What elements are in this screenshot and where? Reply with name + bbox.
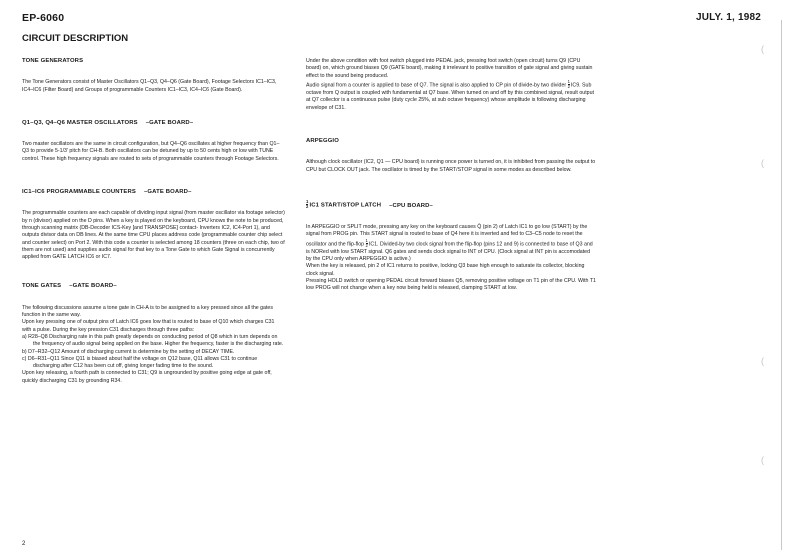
scan-mark: (: [761, 455, 764, 465]
model-number: EP-6060: [22, 12, 65, 24]
paragraph: Although clock oscillator (IC2, Q1 — CPU board) is running once power is turned on, it is inhibited from passing the output to CPU but CLOCK OUT jack. The oscillator is timed by the START/STOP signal in some modes as described below.: [306, 159, 596, 173]
paragraph: The following discussions assume a tone gate in CH-A is to be assigned to a key pressed since all the gates function in the same way.: [22, 304, 273, 319]
section-heading: Q1–Q3, Q4–Q6 MASTER OSCILLATORS –GATE BOARD–: [22, 119, 194, 126]
scan-mark: (: [761, 44, 764, 54]
paragraph: In ARPEGGIO or SPLIT mode, pressing any key on the keyboard causes Q̄ (pin 2) of Latch IC1 to go low (START) by the signal from PROG pin. This START signal is routed to base of Q4 here it is inverted and fed to C3–C5 node to reset the oscillator and the flip-flop $\frac{1}{2}$ IC1. Divided-by two clock signal from the flip-flop (pins 12 and 9) is connected to base of Q3 and is NORed with low START signal. Q6 gates and sends clock signal to INT of CPU. (Clock signal at INT pin is accomodated by the CPU only when ARPEGGIO is active.): [306, 224, 593, 263]
one-half-fraction: $\frac{1}{2}$: [306, 198, 309, 210]
one-half-fraction: $\frac{1}{2}$: [365, 237, 368, 249]
left-column: [22, 58, 285, 403]
paragraph: Audio signal from a counter is applied to base of Q7. The signal is also applied to CP pin of divide-by two divider $\frac{1}{2}$ IC9. Sub octave from Q output is coupled with fundamental at Q7 base. When turned on and off by this combined signal, result output at Q7 collector is a continuous pulse (duty cycle 25%, at sub octave frequency) whose amplitude is following discharging envelope of C31.: [306, 78, 594, 111]
list-item: c) D6–R31–Q11 Since Q11 is biased about half the voltage on Q12 base, Q11 allows C31 to continue discharging after C12 has been cut off, giving longer fading time to the sound.: [22, 355, 258, 370]
document-date: JULY. 1, 1982: [695, 12, 761, 23]
discharge-path-list: [22, 334, 285, 370]
paragraph: Pressing HOLD switch or opening PEDAL circuit forward biases Q5, removing positive voltage on T1 pin of the CPU. With T1 low PROG will not change when a key now being held is released, clamping START at low.: [306, 278, 596, 292]
page-title: CIRCUIT DESCRIPTION: [22, 33, 129, 44]
paragraph: When the key is released, pin 2 of IC1 returns to positive, locking Q3 base high enough to saturate its collector, blocking clock signal.: [306, 263, 585, 277]
right-column: [306, 58, 597, 311]
paragraph: Upon key pressing one of output pins of Latch IC6 goes low that is routed to base of Q10 which charges C31 with a pulse. During the key pression C31 discharges through three paths:: [22, 319, 275, 333]
page-number: 2: [22, 541, 26, 547]
paragraph: Upon key releasing, a fourth path is connected to C31; Q9 is ungrounded by positive going edge at gate off, quickly discharging C31 by grounding R34.: [22, 370, 272, 384]
paragraph: Under the above condition with foot switch plugged into PEDAL jack, pressing foot switch (open circuit) turns Q9 (CPU board) on, which ground biases Q9 (GATE board), making it irrelevant to positive transition of gate signal and giving sustain effect to the sound being produced.: [306, 58, 593, 79]
list-item: b) D7–R32–Q12 Amount of discharging current is determine by the setting of DECAY TIME.: [22, 348, 235, 355]
section-heading: ARPEGGIO: [306, 137, 339, 144]
paragraph: The programmable counters are each capable of dividing input signal (from master oscillator via footage selector) by n (divisor) applied on the D pins. When a key is played on the keyboard, CPU knows the note to be produced, through scanning matrix (DB-Decoder ICS-Key [and TRANSPOSE] contact- Inverters IC2, IC4-Port 1), and outputs divisor data on DB lines. At the same time CPU places address code (programmable counter chip select and counter select) on Port 2. With this code a counter is selected among 18 counters (three on each chip, two of them are not used) and supplies audio signal for that key to a Tone Gate to which Gate Signal is concurrently applied from GATE LATCH IC6 or IC7.: [22, 210, 285, 261]
paragraph: The Tone Generators consist of Master Oscillators Q1–Q3, Q4–Q6 (Gate Board), Footage Selectors IC1–IC3, IC4–IC6 (Filter Board) and Groups of programmable Counters IC1–IC3, IC4–IC6 (Gate Board).: [22, 79, 277, 93]
section-heading: TONE GENERATORS: [22, 58, 84, 64]
scan-mark: (: [761, 356, 764, 366]
one-half-fraction: $\frac{1}{2}$: [567, 78, 570, 90]
paragraph: Two master oscillators are the same in circuit configuration, but Q4–Q6 oscillates at higher frequency than Q1–Q3 to provide 5-1/3' pitch for CH-B. Both oscillators can be detuned by up to 50 cents high or low with TUNE control. These high frequency signals are routed to sets of programmable counters through Footage Selectors.: [22, 141, 280, 162]
scan-mark: (: [761, 158, 764, 168]
scan-edge-line: [781, 20, 782, 550]
section-heading: TONE GATES –GATE BOARD–: [22, 283, 117, 290]
section-heading: $\frac{1}{2}$ IC1 START/STOP LATCH –CPU BOARD–: [306, 198, 433, 210]
list-item: a) R28–Q8 Discharging rate in this path greatly depends on conducting period of Q8 which in turn depends on the frequency of audio signal being applied on the base. Higher the frequency, faster is the discharging rate.: [22, 333, 284, 348]
section-heading: IC1–IC6 PROGRAMMABLE COUNTERS –GATE BOARD–: [22, 189, 192, 196]
